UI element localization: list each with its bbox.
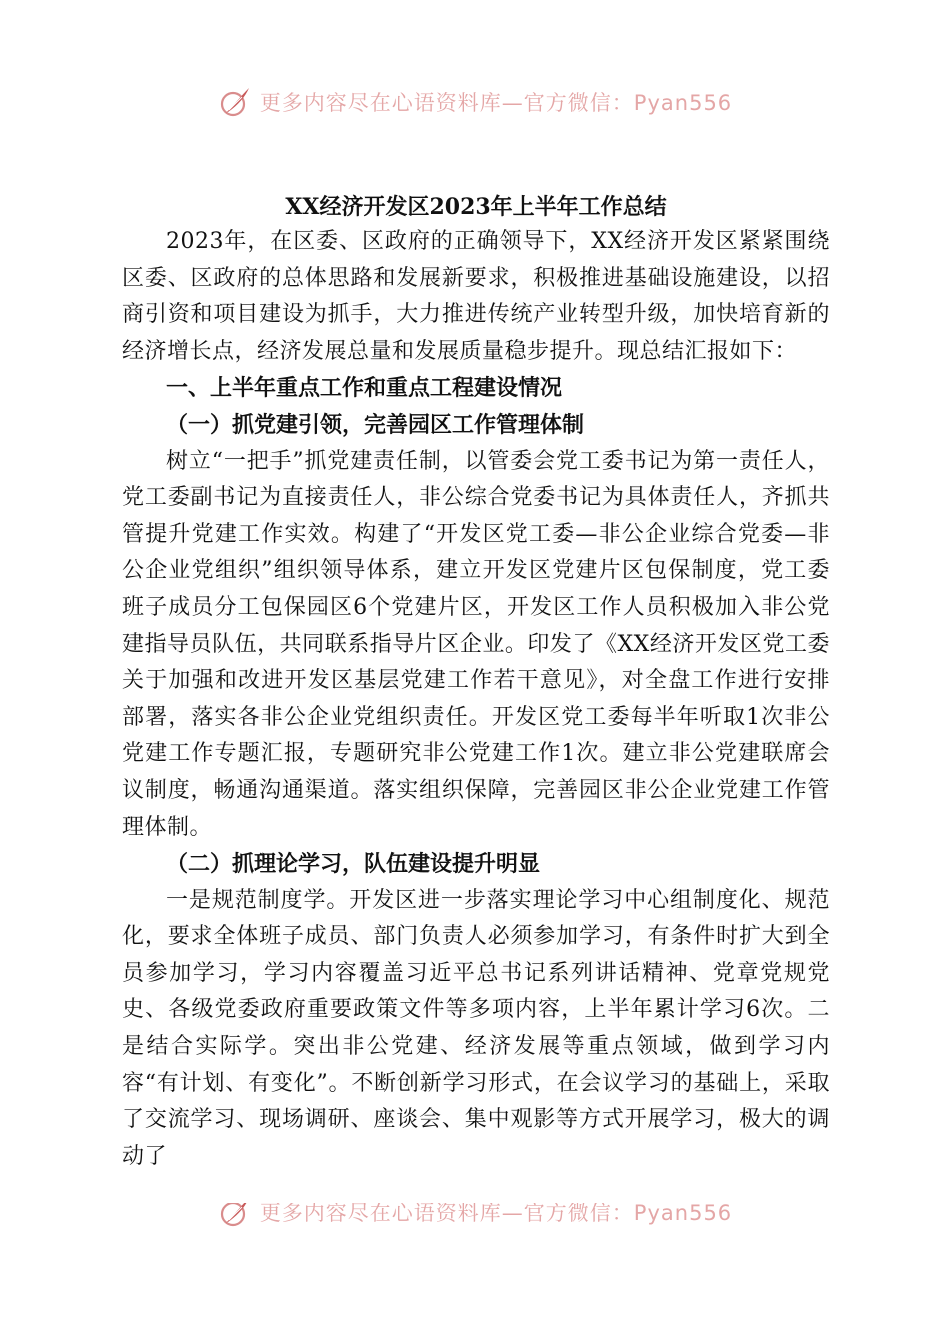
watermark-header bbox=[0, 82, 950, 122]
quill-logo-icon bbox=[218, 1203, 252, 1229]
subsection-heading-1: （一）抓党建引领，完善园区工作管理体制 bbox=[166, 411, 585, 438]
section-heading: 一、上半年重点工作和重点工程建设情况 bbox=[166, 375, 563, 402]
watermark-text-footer: 更多内容尽在心语资料库—官方微信：Pyan556 bbox=[259, 1203, 733, 1225]
document-body bbox=[122, 190, 830, 1175]
subsection-1-paragraph: 树立“一把手”抓党建责任制，以管委会党工委书记为第一责任人，党工委副书记为直接责任人，非公综合党委书记为具体责任人，齐抓共管提升党建工作实效。构建了“开发区党工委—非公企业综合党委—非公企业党组织”组织领导体系，建立开发区党建片区包保制度，党工委班子成员分工包保园区6个党建片区，开发区工作人员积极加入非公党建指导员队伍，共同联系指导片区企业。印发了《XX经济开发区党工委关于加强和改进开发区基层党建工作若干意见》，对全盘工作进行安排部署，落实各非公企业党组织责任。开发区党工委每半年听取1次非公党建工作专题汇报，专题研究非公党建工作1次。建立非公党建联席会议制度，畅通沟通渠道。落实组织保障，完善园区非公企业党建工作管理体制。 bbox=[122, 448, 830, 840]
watermark-text: 更多内容尽在心语资料库—官方微信：Pyan556 bbox=[259, 91, 733, 115]
watermark-footer bbox=[0, 1203, 950, 1235]
document-title: XX经济开发区2023年上半年工作总结 bbox=[285, 194, 667, 220]
quill-logo-icon bbox=[218, 85, 252, 119]
intro-paragraph: 2023年，在区委、区政府的正确领导下，XX经济开发区紧紧围绕区委、区政府的总体思路和发展新要求，积极推进基础设施建设，以招商引资和项目建设为抓手，大力推进传统产业转型升级，加快培育新的经济增长点，经济发展总量和发展质量稳步提升。现总结汇报如下： bbox=[122, 229, 830, 364]
subsection-heading-2: （二）抓理论学习，队伍建设提升明显 bbox=[166, 851, 541, 878]
subsection-2-paragraph: 一是规范制度学。开发区进一步落实理论学习中心组制度化、规范化，要求全体班子成员、部门负责人必须参加学习，有条件时扩大到全员参加学习，学习内容覆盖习近平总书记系列讲话精神、党章党规党史、各级党委政府重要政策文件等多项内容，上半年累计学习6次。二是结合实际学。突出非公党建、经济发展等重点领域，做到学习内容“有计划、有变化”。不断创新学习形式，在会议学习的基础上，采取了交流学习、现场调研、座谈会、集中观影等方式开展学习，极大的调动了 bbox=[122, 887, 830, 1169]
